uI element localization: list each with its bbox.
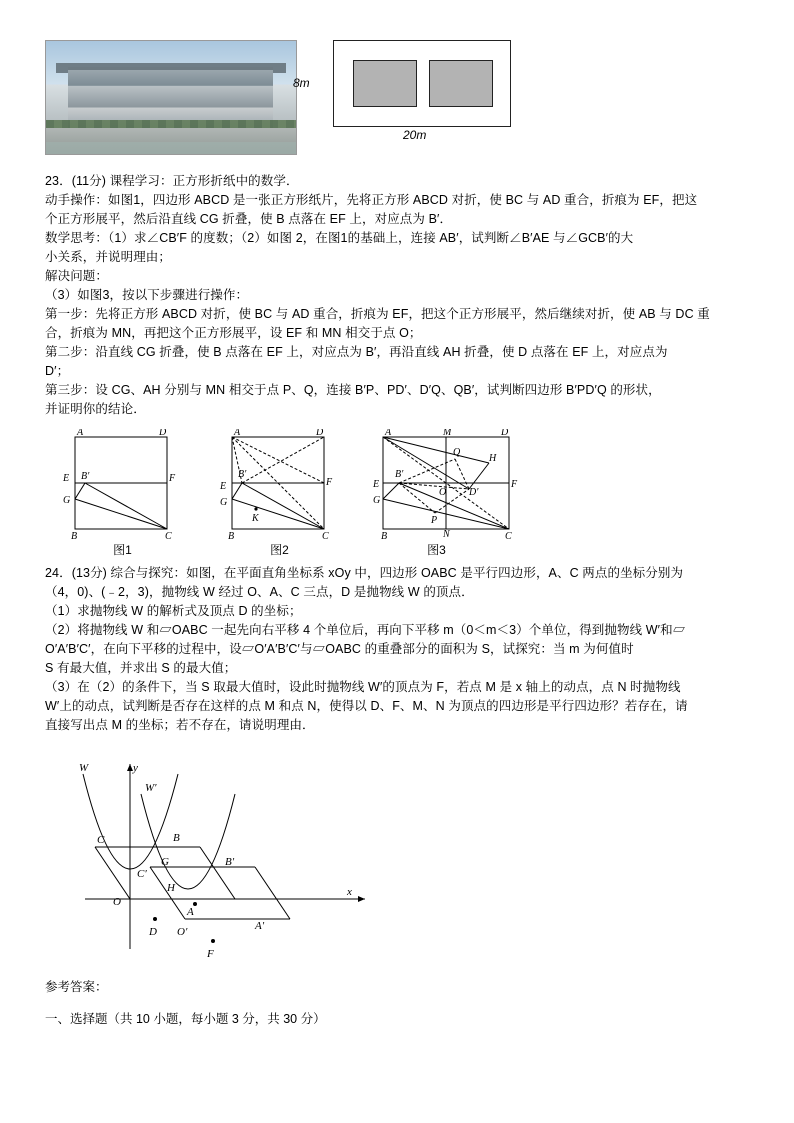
- problem-23: [45, 172, 750, 419]
- svg-text:E: E: [373, 479, 380, 490]
- answers-title: 参考答案：: [45, 980, 108, 994]
- svg-text:F: F: [511, 479, 518, 490]
- problem-24-line-5: （3）在（2）的条件下，当 S 取最大值时，设此时抛物线 W′的顶点为 F，若点 M 是 x 轴上的动点，点 N 时抛物线: [45, 680, 681, 694]
- svg-text:C: C: [322, 531, 329, 539]
- svg-text:P: P: [431, 515, 438, 526]
- problem-24-line-0: （4，0)、(﹣2，3)，抛物线 W 经过 O、A、C 三点，D 是抛物线 W 的顶点．: [45, 585, 474, 599]
- top-figure-row: [45, 40, 750, 160]
- svg-text:B: B: [381, 531, 388, 539]
- problem-23-line-3: 小关系，并说明理由；: [45, 250, 172, 264]
- svg-text:x: x: [347, 886, 352, 898]
- problem-23-line-8: 第二步：沿直线 CG 折叠，使 B 点落在 EF 上，对应点为 B′，再沿直线 AH 折叠，使 D 点落在 EF 上，对应点为: [45, 345, 668, 359]
- photo-water: [46, 142, 296, 154]
- svg-text:F: F: [169, 473, 176, 484]
- svg-text:F: F: [207, 948, 214, 960]
- problem-23-line-9: D′；: [45, 364, 70, 378]
- svg-text:y: y: [133, 762, 138, 774]
- problem-24-line-3: O′A′B′C′，在向下平移的过程中，设▱O′A′B′C′与▱OABC 的重叠部分的面积为 S，试探究：当 m 为何值时: [45, 642, 634, 656]
- svg-text:D: D: [501, 429, 509, 438]
- svg-text:O′: O′: [177, 926, 188, 938]
- svg-text:E: E: [220, 481, 227, 492]
- problem-23-line-10: 第三步：设 CG、AH 分别与 MN 相交于点 P、Q，连接 B′P、PD′、D′Q、QB′，试判断四边形 B′PD′Q 的形状，: [45, 383, 661, 397]
- problem-24-line-4: S 有最大值，并求出 S 的最大值；: [45, 661, 237, 675]
- problem-23-line-1: 个正方形展平，然后沿直线 CG 折叠，使 B 点落在 EF 上，对应点为 B′．: [45, 212, 453, 226]
- svg-text:O: O: [113, 896, 121, 908]
- svg-text:W′: W′: [145, 782, 157, 794]
- problem-23-line-7: 合，折痕为 MN，再把这个正方形展平，设 EF 和 MN 相交于点 O；: [45, 326, 422, 340]
- rect-height-label: 8m: [293, 76, 310, 90]
- svg-text:G: G: [161, 856, 169, 868]
- problem-23-line-5: （3）如图3，按以下步骤进行操作：: [45, 288, 249, 302]
- figure-1: [55, 429, 190, 557]
- svg-text:C: C: [97, 834, 105, 846]
- problem-24-line-6: W′上的动点，试判断是否存在这样的点 M 和点 N，使得以 D、F、M、N 为顶点的四边形是平行四边形？若存在，请: [45, 699, 688, 713]
- svg-text:D: D: [316, 429, 324, 438]
- problem-24-line-7: 直接写出点 M 的坐标；若不存在，请说明理由．: [45, 718, 315, 732]
- svg-text:G: G: [373, 495, 381, 506]
- svg-text:O: O: [439, 487, 447, 498]
- svg-text:C′: C′: [137, 868, 147, 880]
- svg-text:H: H: [489, 453, 497, 464]
- svg-text:C: C: [165, 531, 172, 539]
- problem-23-line-4: 解决问题：: [45, 269, 109, 283]
- svg-text:A: A: [385, 429, 392, 438]
- svg-text:W: W: [79, 762, 89, 774]
- figure-3-caption: 图3: [427, 543, 446, 557]
- answers-line-1: 一、选择题（共 10 小题，每小题 3 分，共 30 分）: [45, 1011, 326, 1026]
- svg-text:H: H: [167, 882, 175, 894]
- svg-text:B: B: [173, 832, 180, 844]
- rectangle-diagram: [293, 40, 515, 145]
- svg-text:B′: B′: [238, 469, 247, 480]
- svg-text:B′: B′: [395, 469, 404, 480]
- page-content: [45, 40, 750, 1041]
- svg-text:N: N: [443, 529, 450, 539]
- rect-inner-right: [429, 60, 493, 107]
- svg-text:F: F: [326, 477, 333, 488]
- svg-text:B′: B′: [225, 856, 235, 868]
- figure-2: [212, 429, 347, 557]
- svg-text:M: M: [443, 429, 452, 438]
- rect-width-label: 20m: [403, 128, 427, 142]
- problem-23-line-11: 并证明你的结论．: [45, 402, 146, 416]
- building-photo: [45, 40, 297, 155]
- rect-inner-left: [353, 60, 417, 107]
- svg-text:A: A: [77, 429, 84, 438]
- svg-text:D: D: [159, 429, 167, 438]
- answers-section: [45, 978, 750, 1029]
- figure-1-caption: 图1: [113, 543, 132, 557]
- figure-3: [369, 429, 574, 557]
- parabola-figure: [75, 749, 435, 964]
- problem-23-line-2: 数学思考：（1）求∠CB′F 的度数；（2）如图 2，在图1的基础上，连接 AB′，试判断∠B′AE 与∠GCB′的大: [45, 231, 634, 245]
- geometry-figure-row: [55, 429, 750, 557]
- figure-2-caption: 图2: [270, 543, 289, 557]
- problem-24-line-2: （2）将抛物线 W 和▱OABC 一起先向右平移 4 个单位后，再向下平移 m（0＜m＜3）个单位，得到抛物线 W′和▱: [45, 623, 686, 637]
- svg-text:K: K: [252, 513, 259, 524]
- problem-23-line-6: 第一步：先将正方形 ABCD 对折，使 BC 与 AD 重合，折痕为 EF，把这个正方形展平，然后继续对折，使 AB 与 DC 重: [45, 307, 710, 321]
- svg-text:E: E: [63, 473, 70, 484]
- svg-text:D′: D′: [469, 487, 479, 498]
- svg-text:B: B: [228, 531, 235, 539]
- svg-text:A: A: [187, 906, 194, 918]
- svg-text:C: C: [505, 531, 512, 539]
- problem-23-line-0: 动手操作：如图1，四边形 ABCD 是一张正方形纸片，先将正方形 ABCD 对折，使 BC 与 AD 重合，折痕为 EF，把这: [45, 193, 698, 207]
- problem-24-line-1: （1）求抛物线 W 的解析式及顶点 D 的坐标；: [45, 604, 302, 618]
- svg-text:D: D: [149, 926, 157, 938]
- svg-text:B′: B′: [81, 471, 90, 482]
- svg-text:A: A: [234, 429, 241, 438]
- svg-text:A′: A′: [255, 920, 265, 932]
- svg-text:B: B: [71, 531, 78, 539]
- problem-24: [45, 564, 750, 735]
- problem-23-heading: 23．(11分) 课程学习：正方形折纸中的数学．: [45, 174, 299, 188]
- svg-text:Q: Q: [453, 447, 461, 458]
- problem-24-heading: 24．(13分) 综合与探究：如图，在平面直角坐标系 xOy 中，四边形 OABC 是平行四边形，A、C 两点的坐标分别为: [45, 566, 684, 580]
- svg-text:G: G: [220, 497, 228, 508]
- svg-text:G: G: [63, 495, 71, 506]
